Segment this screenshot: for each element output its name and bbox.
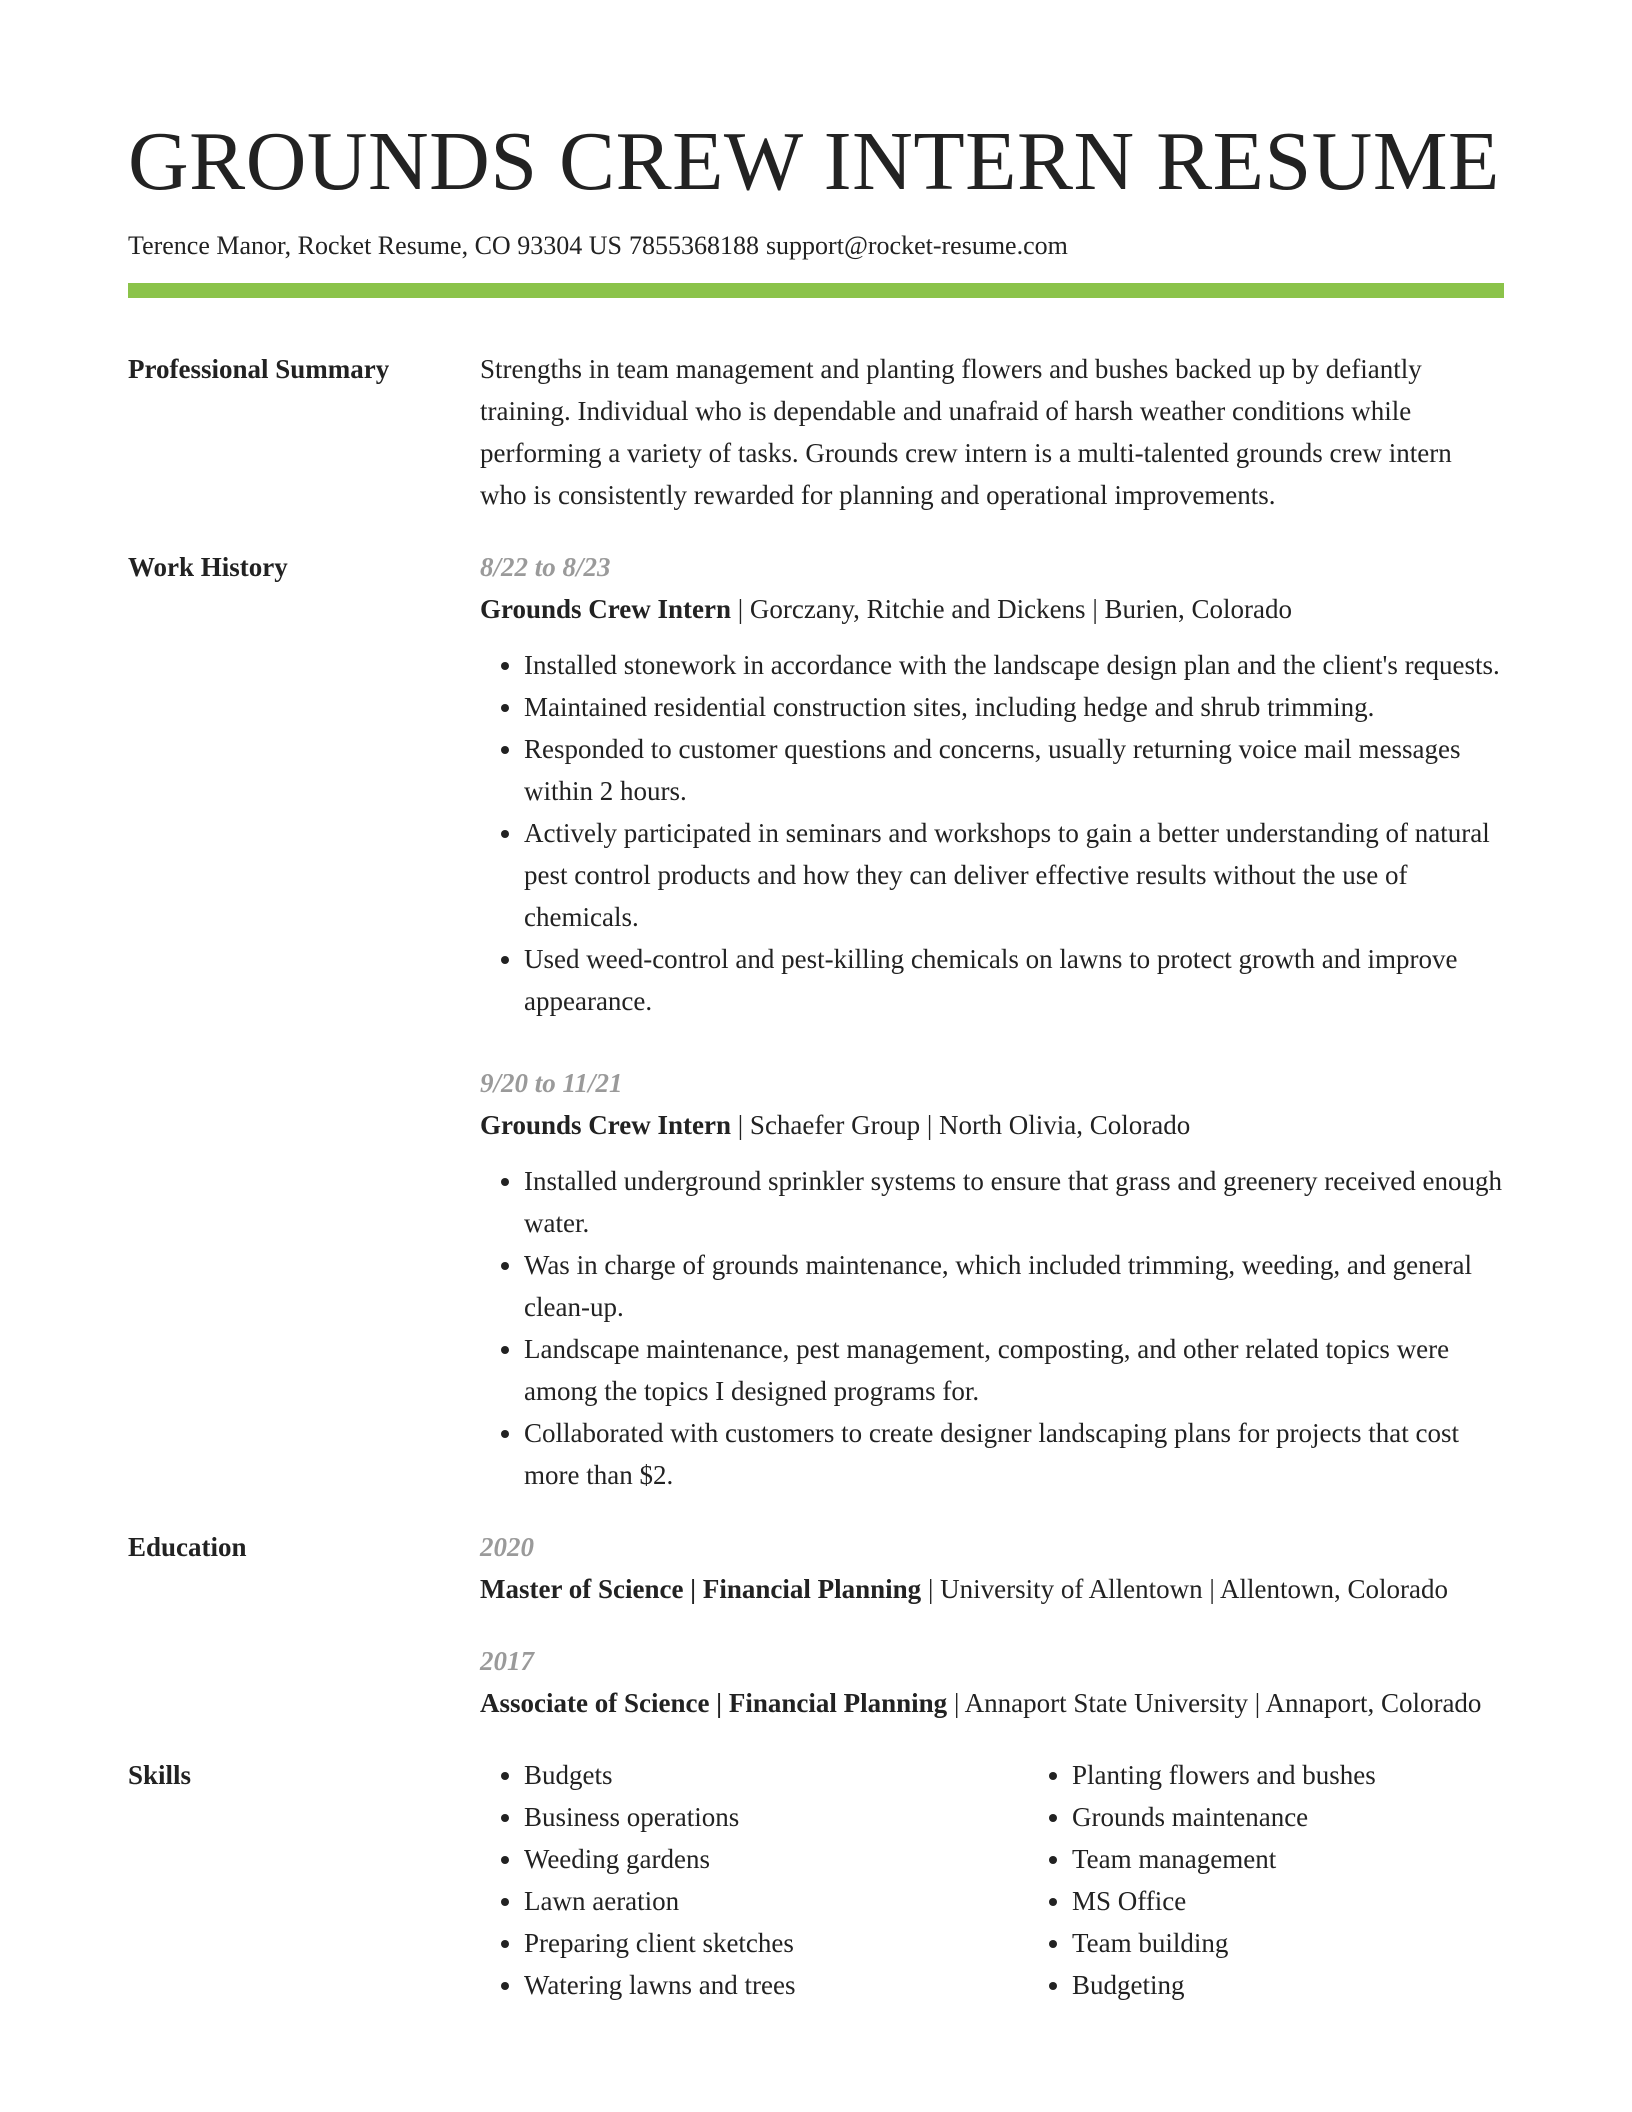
skills-list-right [1028, 1754, 1532, 2006]
skill-item: • Business operations [524, 1796, 984, 1838]
job-bullet: • Installed stonework in accordance with the landscape design plan and the client's requests. [524, 644, 1504, 686]
education-body [480, 1526, 1504, 1724]
job-bullet: • Maintained residential construction sites, including hedge and shrub trimming. [524, 686, 1504, 728]
skill-item: • Team management [1072, 1838, 1532, 1880]
skill-item: • Lawn aeration [524, 1880, 984, 1922]
skill-item: • MS Office [1072, 1880, 1532, 1922]
job-bullet: • Responded to customer questions and concerns, usually returning voice mail messages within 2 hours. [524, 728, 1504, 812]
work-history-body [480, 546, 1504, 1496]
degree-name: Master of Science | Financial Planning [480, 1574, 922, 1605]
skills-section [128, 1754, 1504, 2006]
skills-list-left [480, 1754, 984, 2006]
skill-item: • Watering lawns and trees [524, 1964, 984, 2006]
summary-text: Strengths in team management and planting flowers and bushes backed up by defiantly training. Individual who is dependable and unafraid of harsh weather conditions while performing a variety of tasks. Grounds crew intern is a multi-talented grounds crew intern who is consistently rewarded for planning and operational improvements. [480, 354, 1452, 511]
contact-line [128, 230, 1504, 261]
work-history-section [128, 546, 1504, 1496]
job-bullets [480, 644, 1504, 1022]
education-heading [480, 1568, 1504, 1610]
degree-name: Associate of Science | Financial Planning [480, 1688, 948, 1719]
education-entry [480, 1640, 1504, 1724]
skill-item: • Grounds maintenance [1072, 1796, 1532, 1838]
job-title: Grounds Crew Intern [480, 594, 732, 625]
education-heading [480, 1682, 1504, 1724]
job-dates: 8/22 to 8/23 [480, 552, 611, 583]
job-details: | Schaefer Group | North Olivia, Colorado [731, 1110, 1191, 1141]
education-entry [480, 1526, 1504, 1610]
job-bullet: • Used weed-control and pest-killing chemicals on lawns to protect growth and improve appearance. [524, 938, 1504, 1022]
education-section [128, 1526, 1504, 1724]
job-heading [480, 588, 1504, 630]
education-details: | Annaport State University | Annaport, Colorado [947, 1688, 1482, 1719]
section-label-work: Work History [128, 552, 288, 583]
resume-page [128, 115, 1504, 2006]
education-year: 2020 [480, 1532, 534, 1563]
job-dates: 9/20 to 11/21 [480, 1068, 623, 1099]
resume-title: GROUNDS CREW INTERN RESUME [128, 115, 1500, 208]
contact-phone: 7855368188 [628, 231, 759, 260]
job-bullets [480, 1160, 1504, 1496]
section-label-summary: Professional Summary [128, 354, 390, 385]
job-bullet: • Was in charge of grounds maintenance, which included trimming, weeding, and general clean-up. [524, 1244, 1504, 1328]
job-entry [480, 546, 1504, 1022]
contact-email: support@rocket-resume.com [765, 231, 1068, 260]
summary-section [128, 348, 1504, 516]
job-bullet: • Actively participated in seminars and workshops to gain a better understanding of natural pest control products and how they can deliver effective results without the use of chemicals. [524, 812, 1504, 938]
job-heading [480, 1104, 1504, 1146]
job-bullet: • Installed underground sprinkler systems to ensure that grass and greenery received enough water. [524, 1160, 1504, 1244]
skill-item: • Budgeting [1072, 1964, 1532, 2006]
job-title: Grounds Crew Intern [480, 1110, 732, 1141]
skill-item: • Team building [1072, 1922, 1532, 1964]
education-year: 2017 [480, 1646, 534, 1677]
job-entry [480, 1062, 1504, 1496]
skill-item: • Weeding gardens [524, 1838, 984, 1880]
job-bullet: • Collaborated with customers to create designer landscaping plans for projects that cost more than $2. [524, 1412, 1504, 1496]
header-divider [128, 283, 1504, 298]
section-label-skills: Skills [128, 1760, 192, 1791]
skill-item: • Preparing client sketches [524, 1922, 984, 1964]
contact-address: Terence Manor, Rocket Resume, CO 93304 US [128, 231, 622, 260]
job-bullet: • Landscape maintenance, pest management, composting, and other related topics were among the topics I designed programs for. [524, 1328, 1504, 1412]
skill-item: • Planting flowers and bushes [1072, 1754, 1532, 1796]
section-label-education: Education [128, 1532, 247, 1563]
job-details: | Gorczany, Ritchie and Dickens | Burien, Colorado [731, 594, 1292, 625]
skills-body [480, 1754, 1532, 2006]
skill-item: • Budgets [524, 1754, 984, 1796]
education-details: | University of Allentown | Allentown, Colorado [921, 1574, 1448, 1605]
